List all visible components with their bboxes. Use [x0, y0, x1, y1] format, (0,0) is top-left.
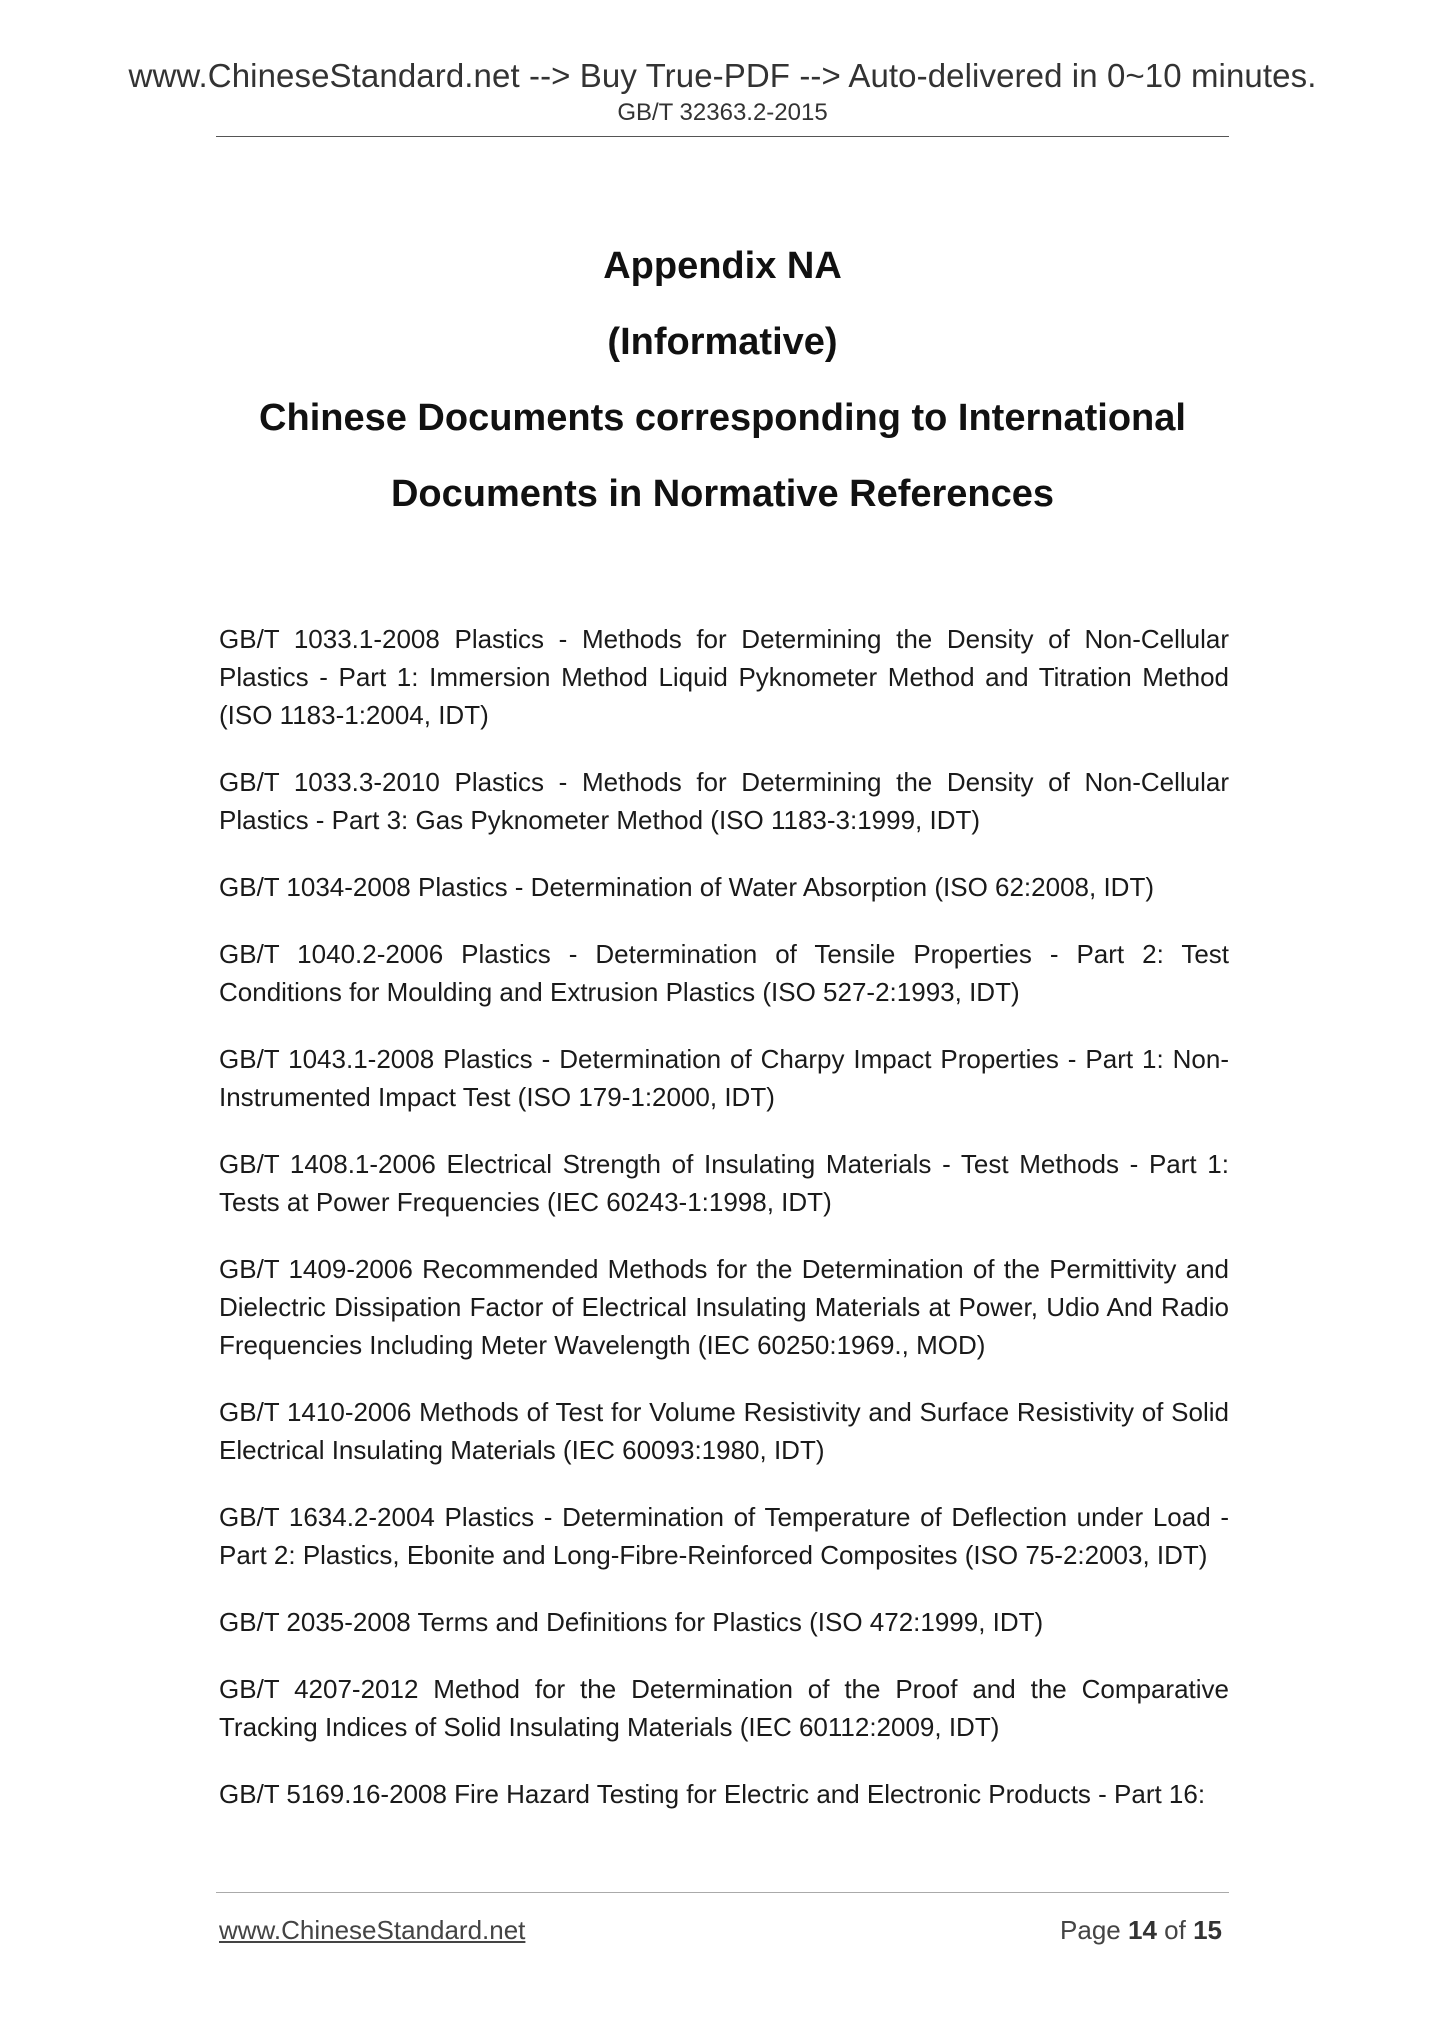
appendix-title-line-3: Chinese Documents corresponding to International — [259, 397, 1186, 439]
total-page-count: 15 — [1193, 1915, 1222, 1945]
header-divider — [216, 136, 1229, 137]
reference-entry: GB/T 2035-2008 Terms and Definitions for Plastics (ISO 472:1999, IDT) — [219, 1607, 1044, 1637]
footer-website-link[interactable]: www.ChineseStandard.net — [219, 1915, 526, 1945]
reference-entry: GB/T 1634.2-2004 Plastics - Determination of Temperature of Deflection under Load - Part 2: Plastics, Ebonite and Long-Fibre-Reinforced Composites (ISO 75-2:2003, IDT) — [219, 1502, 1229, 1570]
reference-entry: GB/T 1409-2006 Recommended Methods for the Determination of the Permittivity and Dielectric Dissipation Factor of Electrical Insulating Materials at Power, Udio And Radio Frequencies Including Meter Wavelength (IEC 60250:1969., MOD) — [219, 1254, 1229, 1360]
reference-entry: GB/T 1043.1-2008 Plastics - Determination of Charpy Impact Properties - Part 1: Non-Instrumented Impact Test (ISO 179-1:2000, IDT) — [219, 1044, 1229, 1112]
appendix-title-line-2: (Informative) — [607, 321, 838, 363]
reference-entry: GB/T 1033.3-2010 Plastics - Methods for Determining the Density of Non-Cellular Plastics - Part 3: Gas Pyknometer Method (ISO 1183-3:1999, IDT) — [219, 767, 1229, 835]
reference-entry: GB/T 1034-2008 Plastics - Determination of Water Absorption (ISO 62:2008, IDT) — [219, 872, 1154, 902]
appendix-title-line-4: Documents in Normative References — [390, 473, 1055, 515]
page-indicator — [1060, 1914, 1222, 1946]
header-banner: www.ChineseStandard.net --> Buy True-PDF --> Auto-delivered in 0~10 minutes. — [128, 57, 1317, 94]
reference-entry: GB/T 5169.16-2008 Fire Hazard Testing for Electric and Electronic Products - Part 16: — [219, 1779, 1206, 1809]
page-label: Page — [1060, 1915, 1121, 1945]
reference-entry: GB/T 4207-2012 Method for the Determination of the Proof and the Comparative Tracking Indices of Solid Insulating Materials (IEC 60112:2009, IDT) — [219, 1674, 1229, 1742]
reference-list — [219, 620, 1229, 1842]
appendix-title — [0, 228, 1445, 532]
current-page-number: 14 — [1128, 1915, 1157, 1945]
reference-entry: GB/T 1040.2-2006 Plastics - Determination of Tensile Properties - Part 2: Test Conditions for Moulding and Extrusion Plastics (ISO 527-2:1993, IDT) — [219, 939, 1229, 1007]
header-document-number: GB/T 32363.2-2015 — [617, 99, 828, 126]
reference-entry: GB/T 1408.1-2006 Electrical Strength of Insulating Materials - Test Methods - Part 1: Tests at Power Frequencies (IEC 60243-1:1998, IDT) — [219, 1149, 1229, 1217]
page-of-label: of — [1164, 1915, 1186, 1945]
footer-divider — [216, 1892, 1229, 1893]
reference-entry: GB/T 1410-2006 Methods of Test for Volume Resistivity and Surface Resistivity of Solid Electrical Insulating Materials (IEC 60093:1980, IDT) — [219, 1397, 1229, 1465]
page-header — [0, 56, 1445, 128]
reference-entry: GB/T 1033.1-2008 Plastics - Methods for Determining the Density of Non-Cellular Plastics - Part 1: Immersion Method Liquid Pyknometer Method and Titration Method (ISO 1183-1:2004, IDT) — [219, 624, 1229, 730]
appendix-title-line-1: Appendix NA — [603, 245, 842, 287]
